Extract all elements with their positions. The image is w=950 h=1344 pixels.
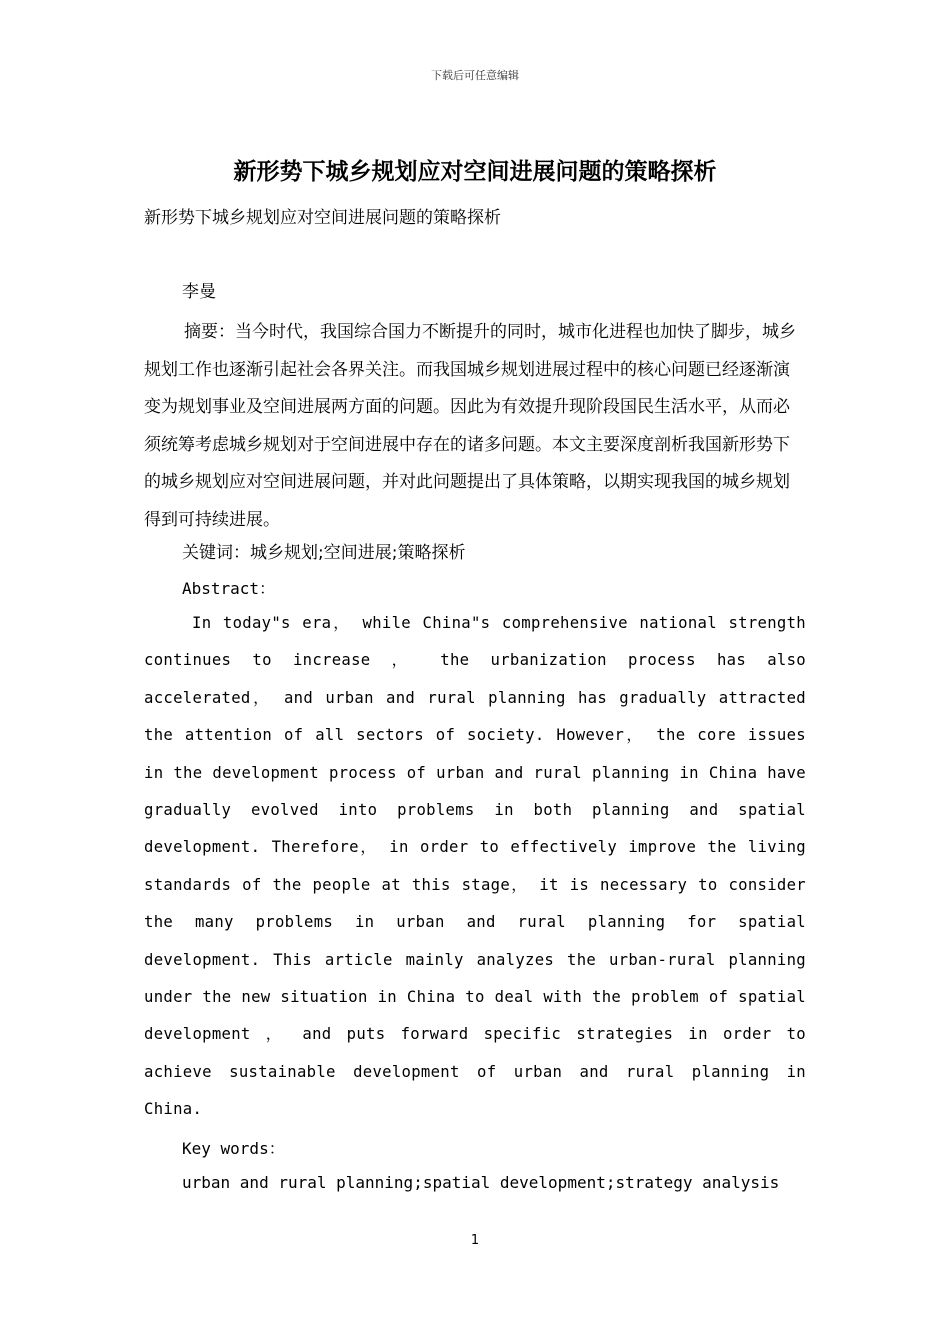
keywords-english: urban and rural planning;spatial development;strategy analysis (182, 1173, 780, 1192)
header-note: 下载后可任意编辑 (431, 69, 519, 82)
abstract-english: In today"s era， while China"s comprehensive national strength continues to increase ， the urbanization process has also accelerated， and urban and rural planning has gradually attracted the attention of all sectors of society. However， the core issues in the development process of urban and rural planning in China have gradually evolved into problems in both planning and spatial development. Therefore， in order to effectively improve the living standards of the people at this stage， it is necessary to consider the many problems in urban and rural planning for spatial development. This article mainly analyzes the urban-rural planning under the new situation in China to deal with the problem of spatial development ， and puts forward specific strategies in order to achieve sustainable development of urban and rural planning in China. (144, 614, 806, 1119)
author-name: 李曼 (182, 282, 216, 302)
abstract-chinese: 摘要：当今时代，我国综合国力不断提升的同时，城市化进程也加快了脚步，城乡规划工作也逐渐引起社会各界关注。而我国城乡规划进展过程中的核心问题已经逐渐演变为规划事业及空间进展两方面的问题。因此为有效提升现阶段国民生活水平，从而必须统筹考虑城乡规划对于空间进展中存在的诸多问题。本文主要深度剖析我国新形势下的城乡规划应对空间进展问题，并对此问题提出了具体策略，以期实现我国的城乡规划得到可持续进展。 (144, 322, 796, 530)
keywords-chinese: 关键词：城乡规划;空间进展;策略探析 (182, 543, 466, 563)
abstract-english-label: Abstract： (182, 579, 276, 598)
document-subtitle: 新形势下城乡规划应对空间进展问题的策略探析 (144, 208, 501, 228)
keywords-english-label: Key words： (182, 1139, 285, 1158)
page-number: 1 (470, 1233, 480, 1248)
document-title: 新形势下城乡规划应对空间进展问题的策略探析 (233, 159, 717, 185)
